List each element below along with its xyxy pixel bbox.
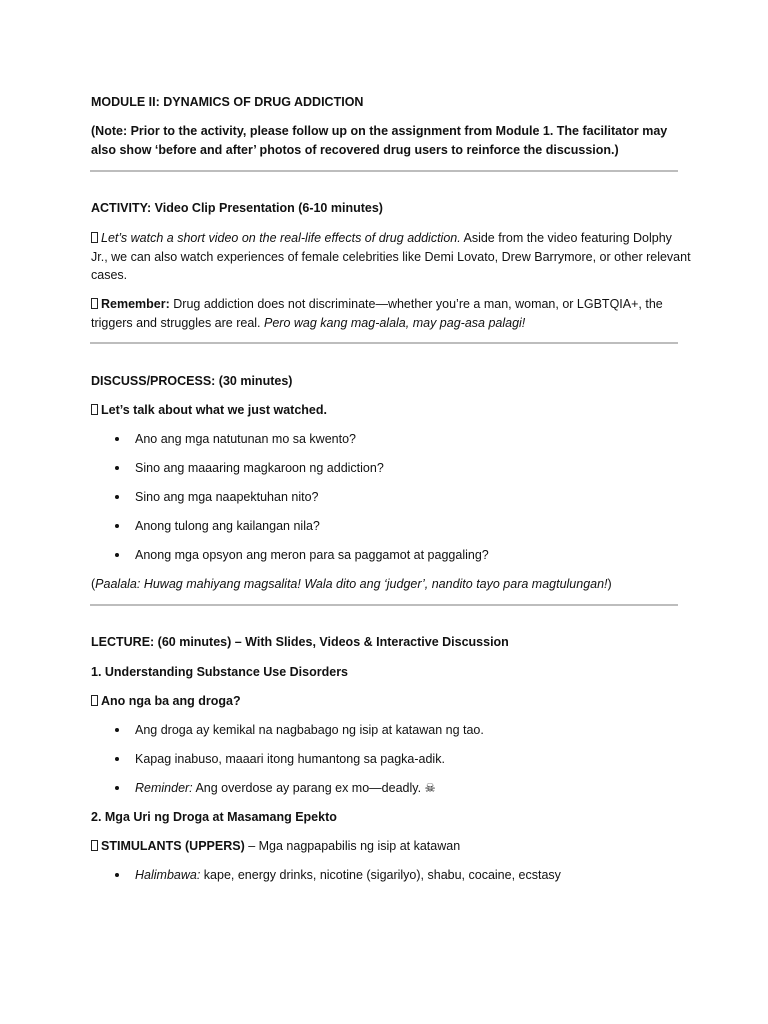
lightning-icon	[91, 840, 98, 851]
activity-heading: ACTIVITY: Video Clip Presentation (6-10 minutes)	[91, 201, 383, 215]
bullet-dot	[115, 553, 119, 557]
drug-question: Ano nga ba ang droga?	[91, 692, 691, 711]
remember-text: Drug addiction does not discriminate—whether you’re a man, woman, or LGBTQIA+, the triggers and struggles are real.	[91, 297, 663, 330]
section-2-heading: 2. Mga Uri ng Droga at Masamang Epekto	[91, 810, 337, 824]
bullet-dot	[115, 873, 119, 877]
question-icon	[91, 695, 98, 706]
bullet-dot	[115, 757, 119, 761]
discuss-prompt: Let’s talk about what we just watched.	[91, 401, 691, 420]
stimulants-line: STIMULANTS (UPPERS) – Mga nagpapabilis ng isip at katawan	[91, 837, 691, 856]
document-page: MODULE II: DYNAMICS OF DRUG ADDICTION (Note: Prior to the activity, please follow up on the assignment from Module 1. The facilitator may also show ‘before and after’ photos of recovered drug users to reinforce the discussion.) ACTIVITY: Video Clip Presentation (6-10 minutes) Let’s watch a short video on the real-life effects of drug addiction. Aside from the video featuring Dolphy Jr., we can also watch experiences of female celebrities like Demi Lovato, Drew Barrymore, or other relevant cases. Remember: Drug addiction does not discriminate—whether you’re a man, woman, or LGBTQIA+, the triggers and struggles are real. Pero wag kang mag-alala, may pag-asa palagi! DISCUSS/PROCESS: (30 minutes) Let’s talk about what we just watched. Ano ang mga natutunan mo sa kwento? Sino ang maaaring magkaroon ng addiction? Sino ang mga naapektuhan nito? Anong tulong ang kailangan nila? Anong mga opsyon ang meron para sa paggamot at paggaling? (Paalala: Huwag mahiyang magsalita! Wala dito ang ‘judger’, nandito tayo para magtulungan!) LECTURE: (60 minutes) – With Slides, Videos & Interactive Discussion 1. Understanding Substance Use Disorders Ano nga ba ang droga? Ang droga ay kemikal na nagbabago ng isip at katawan ng tao. Kapag inabuso, maaari itong humantong sa pagka-adik. Reminder: Ang overdose ay parang ex mo—deadly. ☠ 2. Mga Uri ng Droga at Masamang Epekto STIMULANTS (UPPERS) – Mga nagpapabilis ng isip at katawan Halimbawa: kape, energy drinks, nicotine (sigarilyo), shabu, cocaine, ecstasy	[91, 95, 691, 882]
bullet-dot	[115, 437, 119, 441]
activity-paragraph	[91, 229, 691, 285]
speech-icon	[91, 404, 98, 415]
bullet-dot	[115, 495, 119, 499]
remember-italic: Pero wag kang mag-alala, may pag-asa palagi!	[264, 315, 526, 330]
activity-intro: Let’s watch a short video on the real-life effects of drug addiction.	[101, 231, 461, 245]
bullet-dot	[115, 786, 119, 790]
pin-icon	[91, 298, 98, 309]
divider	[90, 170, 678, 172]
lecture-heading: LECTURE: (60 minutes) – With Slides, Videos & Interactive Discussion	[91, 635, 509, 649]
bullet-dot	[115, 728, 119, 732]
facilitator-note: (Note: Prior to the activity, please follow up on the assignment from Module 1. The facilitator may also show ‘before and after’ photos of recovered drug users to reinforce the discussion.)	[91, 124, 668, 157]
discuss-heading: DISCUSS/PROCESS: (30 minutes)	[91, 374, 293, 388]
divider	[90, 342, 678, 344]
remember-label: Remember:	[101, 297, 170, 311]
video-icon	[91, 232, 98, 243]
reminder-text: Ang overdose ay parang ex mo—deadly. ☠	[192, 781, 436, 795]
reminder-label: Reminder:	[135, 781, 193, 795]
example-text: kape, energy drinks, nicotine (sigarilyo), shabu, cocaine, ecstasy	[200, 868, 561, 882]
divider	[90, 604, 678, 606]
bullet-dot	[115, 524, 119, 528]
module-title: MODULE II: DYNAMICS OF DRUG ADDICTION	[91, 95, 364, 109]
activity-details: Aside from the video featuring Dolphy Jr., we can also watch experiences of female celebrities like Demi Lovato, Drew Barrymore, or other relevant cases.	[91, 231, 691, 282]
remember-paragraph	[91, 295, 691, 332]
example-label: Halimbawa:	[135, 868, 201, 882]
discuss-reminder: (Paalala: Huwag mahiyang magsalita! Wala dito ang ‘judger’, nandito tayo para magtulungan!)	[91, 577, 612, 591]
section-1-heading: 1. Understanding Substance Use Disorders	[91, 665, 349, 679]
bullet-dot	[115, 466, 119, 470]
